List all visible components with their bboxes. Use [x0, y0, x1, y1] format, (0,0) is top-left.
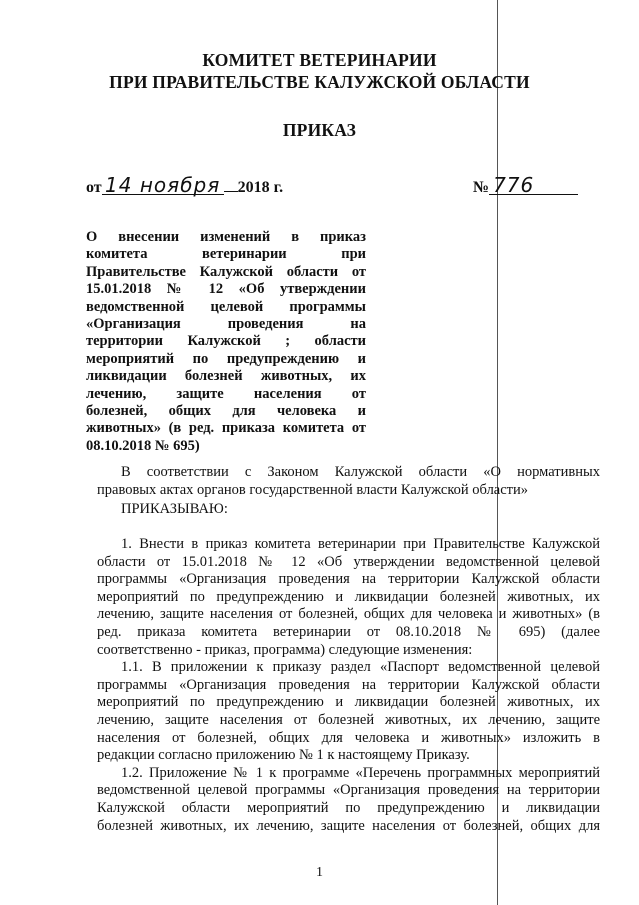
subject-line: 15.01.2018 № 12 «Об утверждении [86, 281, 366, 298]
body-line: лечению, защите населения от болезней животных, их лечению, защите [97, 711, 600, 728]
body-line: населения от болезней, общих для человека и животных» изложить в [97, 729, 600, 746]
body-line: ред. приказа комитета ветеринарии от 08.10.2018 № 695) (далее [97, 623, 600, 640]
body-line: ведомственной целевой программы «Организация проведения на территории [97, 782, 600, 799]
page-number: 1 [316, 865, 323, 880]
body-line: В соответствии с Законом Калужской области «О нормативных [121, 464, 600, 480]
number-line [473, 173, 578, 197]
subject-line: территории Калужской ; области [86, 333, 366, 350]
handwritten-date: 14 ноября [102, 176, 224, 195]
order-subject [86, 229, 366, 455]
date-underline [224, 191, 238, 192]
date-year: 2018 г. [237, 179, 284, 196]
subject-line: О внесении изменений в приказ [86, 229, 366, 245]
body-line: редакции согласно приложению № 1 к настоящему Приказу. [97, 747, 470, 764]
subject-line: Правительстве Калужской области от [86, 263, 366, 280]
subject-line: ликвидации болезней животных, их [86, 368, 366, 385]
doc-type-title: ПРИКАЗ [282, 120, 357, 140]
body-line: болезней животных, их лечению, защите населения от болезней, общих для [97, 817, 600, 834]
handwritten-number: 776 [489, 176, 578, 195]
subject-line: ведомственной целевой программы [86, 298, 366, 315]
body-line: соответственно - приказ, программа) следующие изменения: [97, 641, 473, 658]
header-government: ПРИ ПРАВИТЕЛЬСТВЕ КАЛУЖСКОЙ ОБЛАСТИ [109, 72, 530, 92]
subject-line: 08.10.2018 № 695) [86, 437, 200, 454]
body-line: 1.2. Приложение № 1 к программе «Перечень программных мероприятий [121, 764, 600, 781]
subject-line: животных» (в ред. приказа комитета от [86, 420, 366, 437]
subject-line: лечению, защите населения от [86, 385, 366, 402]
header-committee: КОМИТЕТ ВЕТЕРИНАРИИ [202, 50, 437, 70]
body-line: правовых актах органов государственной власти Калужской области» [97, 481, 529, 498]
body-line: программы «Организация проведения на территории Калужской области [97, 676, 600, 693]
body-line: мероприятий по предупреждению и ликвидации болезней животных, их [97, 588, 600, 605]
body-line: Калужской области мероприятий по предупреждению и ликвидации [97, 799, 600, 816]
prikazyvayu-text: ПРИКАЗЫВАЮ: [121, 501, 228, 517]
intro-paragraph [97, 464, 600, 499]
subject-line: «Организация проведения на [86, 316, 366, 333]
body-line: лечению, защите населения от болезней, общих для человека и животных» (в [97, 606, 600, 623]
prikazyvayu-heading [97, 501, 600, 519]
date-prefix: от [86, 179, 102, 196]
subject-line: комитета ветеринарии при [86, 246, 366, 263]
body-line: мероприятий по предупреждению и ликвидации болезней животных, их [97, 694, 600, 711]
body-line: 1. Внести в приказ комитета ветеринарии при Правительстве Калужской [121, 536, 600, 552]
body-line: 1.1. В приложении к приказу раздел «Паспорт ведомственной целевой [121, 659, 600, 676]
number-prefix: № [473, 179, 490, 196]
date-line [86, 173, 284, 197]
main-clauses [97, 536, 600, 835]
body-line: программы «Организация проведения на территории Калужской области [97, 571, 600, 588]
body-line: области от 15.01.2018 № 12 «Об утверждении ведомственной целевой [97, 553, 600, 570]
subject-line: мероприятий по предупреждению и [86, 350, 366, 367]
subject-line: болезней, общих для человека и [86, 403, 366, 420]
